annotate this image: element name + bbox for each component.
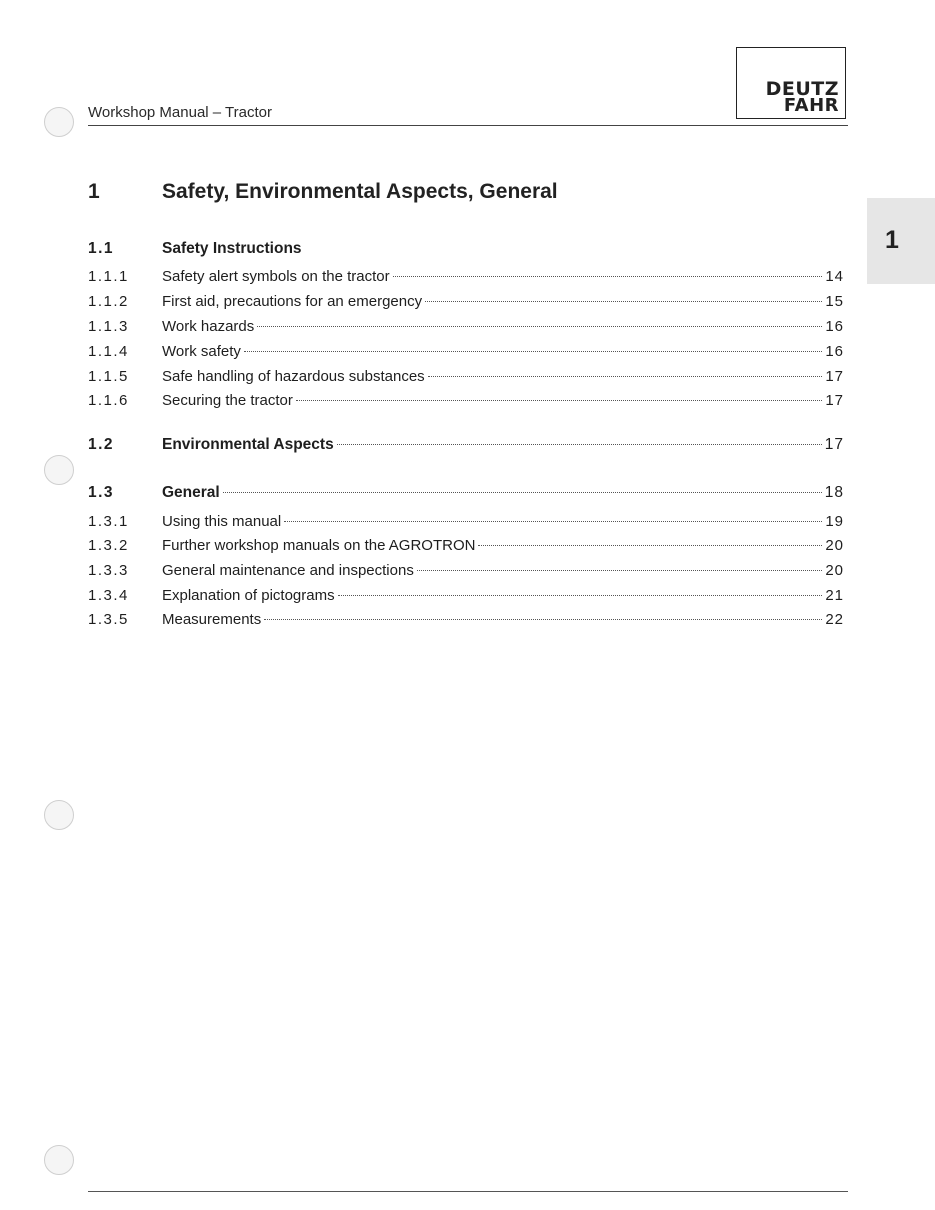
toc-page-number: 20 — [825, 537, 844, 554]
toc-page-number: 15 — [825, 293, 844, 310]
toc-entry-title: General maintenance and inspections — [162, 562, 414, 579]
toc-entry-number: 1.3.5 — [88, 611, 129, 628]
toc-entry-number: 1.3.4 — [88, 587, 129, 604]
toc-dot-leader — [478, 545, 822, 546]
toc-entry-title: Safety alert symbols on the tractor — [162, 268, 390, 285]
logo-text-fahr: FAHR — [783, 95, 839, 116]
toc-entry-number: 1.3.1 — [88, 513, 129, 530]
toc-entry-number: 1.1 — [88, 240, 115, 257]
punch-hole — [44, 107, 74, 137]
toc-page-number: 16 — [825, 343, 844, 360]
toc-entry-title: Using this manual — [162, 513, 282, 530]
toc-dot-leader — [417, 570, 822, 571]
header-divider — [88, 125, 848, 126]
toc-entry-1-1-4 — [88, 343, 844, 365]
toc-dot-leader — [264, 619, 822, 620]
logo-text-deutz: DEUTZ — [765, 78, 839, 100]
toc-dot-leader — [393, 276, 823, 277]
toc-dot-leader — [425, 301, 822, 302]
toc-entry-title: Safety Instructions — [162, 240, 302, 257]
toc-dot-leader — [337, 444, 822, 445]
toc-page-number: 14 — [825, 268, 844, 285]
chapter-tab-number: 1 — [885, 226, 899, 254]
toc-page-number: 21 — [825, 587, 844, 604]
footer-divider — [88, 1191, 848, 1192]
toc-entry-title: Measurements — [162, 611, 262, 628]
toc-dot-leader — [257, 326, 822, 327]
toc-page-number: 16 — [825, 318, 844, 335]
toc-entry-title: General — [162, 484, 220, 501]
toc-entry-1-3-4 — [88, 587, 844, 609]
toc-page-number: 18 — [824, 484, 844, 501]
chapter-side-tab — [867, 198, 935, 284]
toc-entry-number: 1.1.1 — [88, 268, 129, 285]
toc-entry-title: Work safety — [162, 343, 241, 360]
chapter-number: 1 — [88, 180, 100, 203]
toc-entry-title: Safe handling of hazardous substances — [162, 368, 425, 385]
toc-entry-1-1-5 — [88, 368, 844, 390]
deutz-fahr-logo — [736, 47, 846, 119]
toc-page-number: 19 — [825, 513, 844, 530]
toc-entry-number: 1.1.3 — [88, 318, 129, 335]
toc-entry-title: Further workshop manuals on the AGROTRON — [162, 537, 476, 554]
toc-page-number: 22 — [825, 611, 844, 628]
toc-entry-title: Securing the tractor — [162, 392, 293, 409]
toc-entry-title: Environmental Aspects — [162, 436, 334, 453]
punch-hole — [44, 800, 74, 830]
manual-header-title: Workshop Manual – Tractor — [88, 104, 272, 121]
toc-dot-leader — [296, 400, 822, 401]
toc-entry-number: 1.2 — [88, 436, 115, 453]
toc-entry-1-3-3 — [88, 562, 844, 584]
toc-section-1-2 — [88, 436, 844, 458]
toc-entry-number: 1.1.6 — [88, 392, 129, 409]
toc-section-1-1 — [88, 240, 844, 262]
toc-page-number: 17 — [825, 392, 844, 409]
toc-entry-title: Work hazards — [162, 318, 255, 335]
chapter-title: Safety, Environmental Aspects, General — [162, 180, 558, 203]
toc-dot-leader — [223, 492, 822, 493]
toc-entry-number: 1.3 — [88, 484, 115, 501]
toc-entry-title: Explanation of pictograms — [162, 587, 335, 604]
toc-entry-1-1-1 — [88, 268, 844, 290]
toc-entry-title: First aid, precautions for an emergency — [162, 293, 423, 310]
toc-entry-1-3-1 — [88, 513, 844, 535]
toc-page-number: 17 — [825, 368, 844, 385]
toc-dot-leader — [244, 351, 822, 352]
toc-dot-leader — [284, 521, 822, 522]
toc-entry-1-1-2 — [88, 293, 844, 315]
toc-section-1-3 — [88, 484, 844, 506]
toc-entry-number: 1.3.2 — [88, 537, 129, 554]
toc-entry-1-3-5 — [88, 611, 844, 633]
toc-entry-number: 1.1.4 — [88, 343, 129, 360]
toc-entry-number: 1.1.5 — [88, 368, 129, 385]
toc-entry-number: 1.1.2 — [88, 293, 129, 310]
toc-entry-1-1-6 — [88, 392, 844, 414]
toc-entry-1-3-2 — [88, 537, 844, 559]
toc-page-number: 20 — [825, 562, 844, 579]
toc-entry-1-1-3 — [88, 318, 844, 340]
toc-dot-leader — [338, 595, 823, 596]
toc-entry-number: 1.3.3 — [88, 562, 129, 579]
punch-hole — [44, 1145, 74, 1175]
toc-dot-leader — [428, 376, 823, 377]
punch-hole — [44, 455, 74, 485]
toc-page-number: 17 — [824, 436, 844, 453]
